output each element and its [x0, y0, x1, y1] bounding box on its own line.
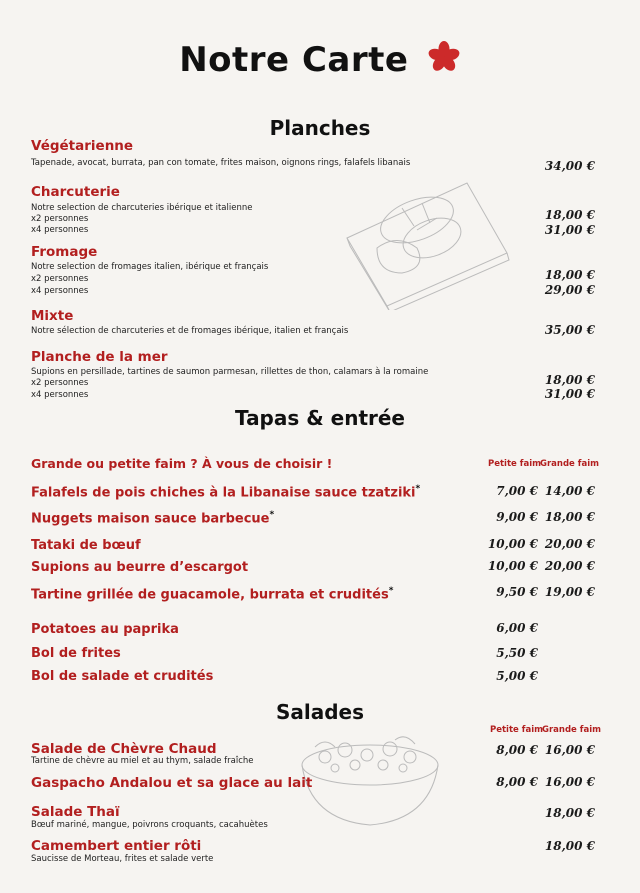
item-price-x2: 18,00 € — [544, 208, 595, 222]
salade-price-large: 18,00 € — [544, 806, 595, 820]
item-price-x4: 31,00 € — [544, 387, 595, 401]
tapas-item-supions: Supions au beurre d’escargot — [31, 560, 249, 575]
item-option-x4: x4 personnes — [31, 225, 89, 235]
item-desc-fromage: Notre selection de fromages italien, ibérique et français — [31, 262, 269, 272]
tapas-item-bol-salade: Bol de salade et crudités — [31, 669, 214, 684]
item-option-x2: x2 personnes — [31, 378, 89, 388]
tapas-item-label: Falafels de pois chiches à la Libanaise sauce tzatziki — [31, 485, 416, 501]
salade-price-large: 16,00 € — [544, 775, 595, 789]
asterisk-icon: * — [269, 510, 275, 520]
item-price-vegetarienne: 34,00 € — [544, 159, 595, 173]
salade-desc-chevre: Tartine de chèvre au miel et au thym, salade fraîche — [31, 756, 254, 766]
item-desc-vegetarienne: Tapenade, avocat, burrata, pan con tomate, frites maison, oignons rings, falafels libanais — [31, 158, 411, 168]
salade-desc-camembert: Saucisse de Morteau, frites et salade verte — [31, 854, 214, 864]
tapas-price-small: 7,00 € — [496, 484, 538, 498]
item-option-x2: x2 personnes — [31, 274, 89, 284]
salade-price-small: 8,00 € — [496, 743, 538, 757]
salade-desc-thai: Bœuf mariné, mangue, poivrons croquants, cacahuètes — [31, 820, 268, 830]
salade-price-small: 8,00 € — [496, 775, 538, 789]
section-title-salades: Salades — [275, 700, 365, 724]
section-title-planches: Planches — [269, 116, 371, 140]
section-title-tapas: Tapas & entrée — [235, 406, 405, 430]
tapas-item-nuggets — [31, 510, 274, 526]
asterisk-icon: * — [415, 484, 421, 494]
tapas-item-tataki: Tataki de bœuf — [31, 538, 141, 553]
asterisk-icon: * — [388, 586, 394, 596]
item-price-x2: 18,00 € — [544, 373, 595, 387]
tapas-item-label: Nuggets maison sauce barbecue — [31, 511, 270, 527]
salade-price-large: 16,00 € — [544, 743, 595, 757]
item-name-fromage: Fromage — [31, 244, 98, 260]
item-price-x4: 29,00 € — [544, 283, 595, 297]
item-desc-mixte: Notre sélection de charcuteries et de fromages ibérique, italien et français — [31, 326, 349, 336]
tapas-price-large: 18,00 € — [544, 510, 595, 524]
tapas-price-large: 14,00 € — [544, 484, 595, 498]
salad-bowl-sketch — [295, 735, 445, 830]
page-title — [0, 40, 640, 83]
page-title-text: Notre Carte — [179, 40, 409, 80]
item-desc-planche-mer: Supions en persillade, tartines de saumon parmesan, rillettes de thon, calamars à la romaine — [31, 367, 429, 377]
col-header-grande-faim: Grande faim — [540, 459, 599, 469]
item-price-mixte: 35,00 € — [544, 323, 595, 337]
salade-price-large: 18,00 € — [544, 839, 595, 853]
tapas-price-large: 20,00 € — [544, 537, 595, 551]
salade-item-camembert: Camembert entier rôti — [31, 838, 202, 854]
tapas-choose-heading: Grande ou petite faim ? À vous de choisir ! — [31, 456, 333, 471]
salade-item-gaspacho: Gaspacho Andalou et sa glace au lait — [31, 775, 313, 791]
tapas-item-falafels — [31, 484, 420, 500]
salade-item-thai: Salade Thaï — [31, 804, 120, 820]
item-price-x4: 31,00 € — [544, 223, 595, 237]
salade-item-chevre: Salade de Chèvre Chaud — [31, 741, 217, 757]
tapas-price-small: 5,00 € — [496, 669, 538, 683]
tapas-price-small: 6,00 € — [496, 621, 538, 635]
tapas-item-potatoes: Potatoes au paprika — [31, 622, 179, 637]
item-price-x2: 18,00 € — [544, 268, 595, 282]
tapas-price-large: 20,00 € — [544, 559, 595, 573]
tapas-price-large: 19,00 € — [544, 585, 595, 599]
col-header-petite-faim: Petite faim — [488, 459, 541, 469]
col-header-grande-faim: Grande faim — [542, 725, 601, 735]
tapas-price-small: 5,50 € — [496, 646, 538, 660]
tapas-price-small: 10,00 € — [487, 537, 538, 551]
item-option-x2: x2 personnes — [31, 214, 89, 224]
item-option-x4: x4 personnes — [31, 286, 89, 296]
cheese-board-sketch — [342, 178, 512, 310]
item-name-planche-mer: Planche de la mer — [31, 349, 168, 365]
col-header-petite-faim: Petite faim — [490, 725, 543, 735]
item-name-charcuterie: Charcuterie — [31, 184, 120, 200]
tapas-item-tartine — [31, 586, 393, 602]
item-option-x4: x4 personnes — [31, 390, 89, 400]
item-name-mixte: Mixte — [31, 308, 74, 324]
tapas-item-label: Tartine grillée de guacamole, burrata et crudités — [31, 587, 389, 603]
item-name-vegetarienne: Végétarienne — [31, 138, 134, 154]
tapas-item-frites: Bol de frites — [31, 646, 121, 661]
tapas-price-small: 10,00 € — [487, 559, 538, 573]
asterisk-logo-icon — [427, 40, 461, 83]
tapas-price-small: 9,00 € — [496, 510, 538, 524]
item-desc-charcuterie: Notre selection de charcuteries ibérique et italienne — [31, 203, 253, 213]
tapas-price-small: 9,50 € — [496, 585, 538, 599]
